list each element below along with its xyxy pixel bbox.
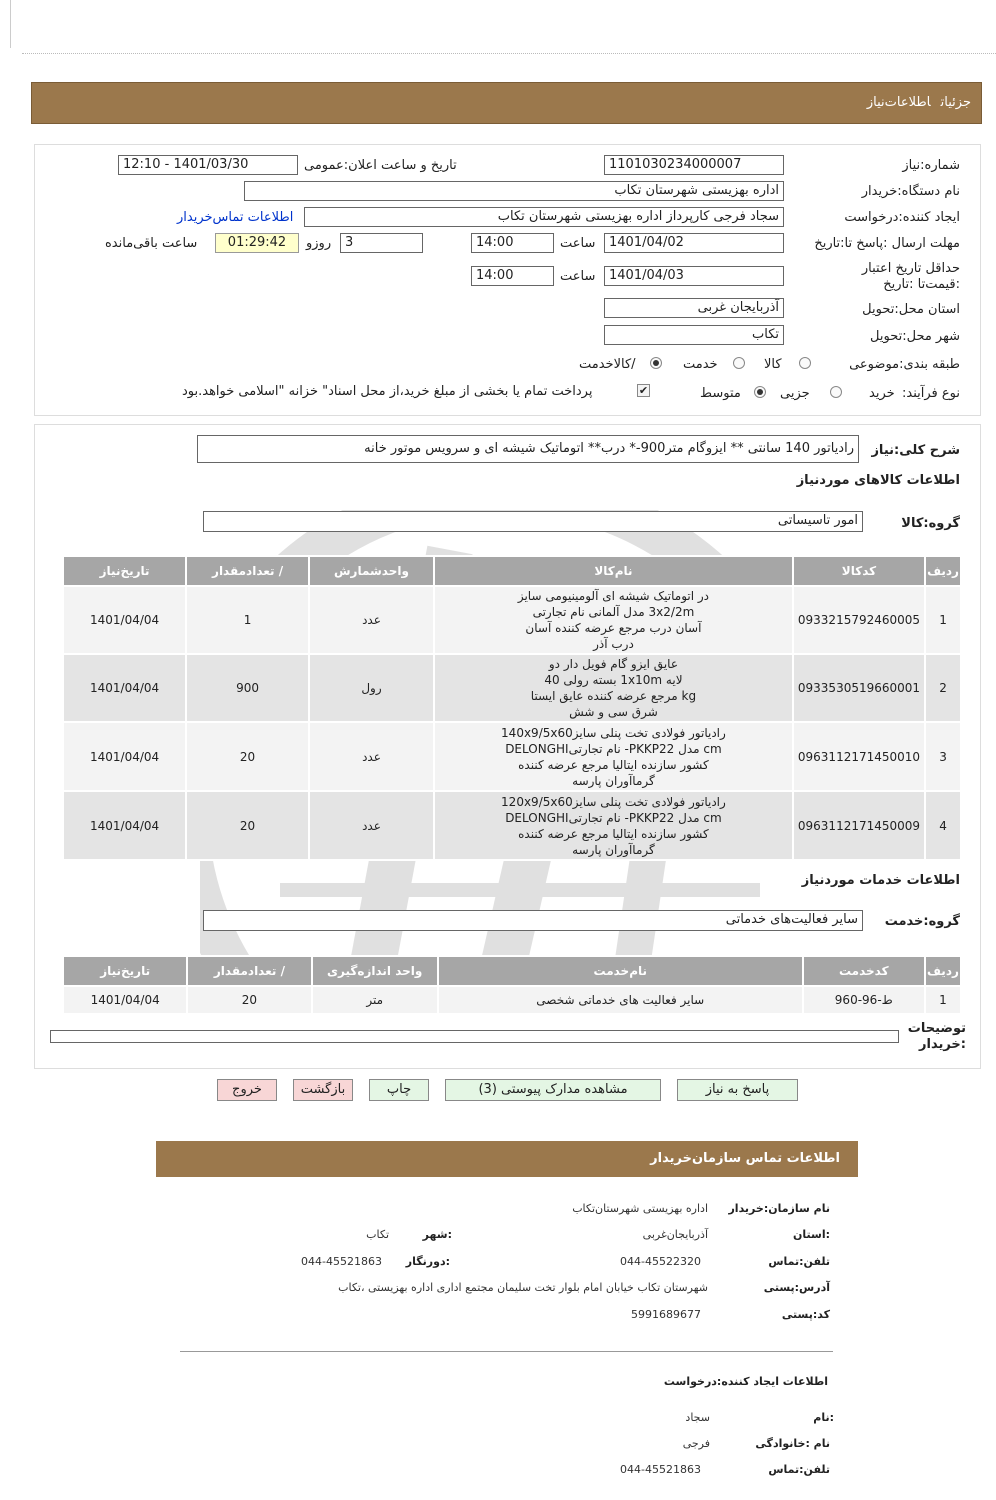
col-qty: / تعدادمقدار <box>186 556 309 586</box>
announce-label: تاریخ و ساعت اعلان:عمومی <box>304 158 457 173</box>
service-group-field: سایر فعالیت‌های خدماتی <box>203 910 863 931</box>
name-line: شرق سی و شش <box>569 705 658 719</box>
col-code: کدخدمت <box>803 956 925 986</box>
fax-label: :دورنگار <box>405 1255 450 1268</box>
announce-field: 1401/03/30 - 12:10 <box>118 155 298 175</box>
deadline-time-field: 14:00 <box>471 233 554 253</box>
radio-medium-label: متوسط <box>700 386 741 401</box>
payment-note: پرداخت تمام یا بخشی از مبلغ خرید،از محل اسناد" خزانه "اسلامی خواهد.بود <box>182 384 593 399</box>
remaining-label: ساعت باقی‌مانده <box>105 236 198 251</box>
col-row: ردیف <box>925 956 961 986</box>
col-unit: واحدشمارش <box>309 556 434 586</box>
name-line: کشور سازنده ایتالیا مرجع عرضه کننده <box>518 757 709 772</box>
buyer-notes-label: توضیحات :خریدار <box>907 1021 966 1052</box>
col-date: تاریخ‌نیاز <box>63 956 187 986</box>
city-field: تکاب <box>604 325 784 345</box>
contact-city-label: :شهر <box>422 1228 452 1241</box>
table-row <box>63 722 961 791</box>
cell-row: 1 <box>925 586 961 654</box>
services-info-title: اطلاعات خدمات موردنیاز <box>801 873 960 888</box>
validity-time-label: ساعت <box>560 269 596 284</box>
col-row: ردیف <box>925 556 961 586</box>
radio-medium[interactable] <box>754 386 766 398</box>
buyer-org-field: اداره بهزیستی شهرستان تکاب <box>244 181 784 201</box>
exit-button[interactable]: خروج <box>217 1079 277 1101</box>
contact-province-value: آذربایجان‌غربی <box>642 1228 708 1241</box>
name-line: عایق ایزو گام فویل دار دو <box>548 657 678 671</box>
radio-service[interactable] <box>733 357 745 369</box>
creator-phone-value: 044-45521863 <box>620 1463 701 1476</box>
cell-name <box>434 586 793 654</box>
tab-details[interactable]: جزئیات <box>940 95 971 110</box>
process-label: نوع فرآیند: <box>902 386 960 401</box>
process-buy: خرید <box>869 386 895 401</box>
cell-row: 2 <box>925 654 961 722</box>
contact-city-value: تکاب <box>366 1228 389 1241</box>
cell-date: 1401/04/04 <box>63 654 186 722</box>
address-value: شهرستان تکاب خیابان امام بلوار تخت سلیمان مجتمع اداری اداره بهزیستی ،تکاب <box>338 1281 708 1294</box>
services-table <box>62 955 962 1015</box>
check-mark-icon: ✔ <box>638 384 649 397</box>
buyer-notes-field <box>50 1030 899 1043</box>
radio-goods[interactable] <box>799 357 811 369</box>
cell-code: 0963112171450009 <box>793 791 925 860</box>
cell-qty: 20 <box>186 722 309 791</box>
name-line: درب آذر <box>593 637 634 651</box>
cell-code: 0933215792460005 <box>793 586 925 654</box>
need-no-field: 1101030234000007 <box>604 155 784 175</box>
family-value: فرجی <box>682 1437 710 1450</box>
page-header <box>31 82 982 124</box>
treasury-checkbox[interactable] <box>637 384 650 397</box>
name-line: در اتوماتیک شیشه ای آلومینیومی سایز <box>517 589 710 603</box>
cell-name <box>434 791 793 860</box>
name-line: رادیاتور فولادی تخت پنلی سایز120x9/5x60 <box>501 794 726 809</box>
table-row <box>63 586 961 654</box>
city-label: شهر محل:تحویل <box>870 329 960 344</box>
col-name: نام‌کالا <box>434 556 793 586</box>
goods-info-title: اطلاعات کالاهای موردنیاز <box>796 473 960 488</box>
remaining-timer: 01:29:42 <box>215 233 299 253</box>
deadline-label: مهلت ارسال :پاسخ تا:تاریخ <box>814 236 960 251</box>
org-value: اداره بهزیستی شهرستان‌تکاب <box>572 1202 708 1215</box>
fax-value: 044-45521863 <box>301 1255 382 1268</box>
contact-province-label: :استان <box>793 1228 830 1241</box>
cell-unit: عدد <box>309 791 434 860</box>
cell-row: 3 <box>925 722 961 791</box>
deadline-time-label: ساعت <box>560 236 596 251</box>
col-code: کدکالا <box>793 556 925 586</box>
name-line: آسان درب مرجع عرضه کننده آسان <box>525 621 702 635</box>
goods-table-header <box>63 556 961 586</box>
col-qty: / تعدادمقدار <box>187 956 311 986</box>
radio-service-label: خدمت <box>683 357 718 372</box>
province-label: استان محل:تحویل <box>862 302 960 317</box>
radio-goods-label: کالا <box>764 357 782 372</box>
deadline-date-field: 1401/04/02 <box>604 233 784 253</box>
radio-partial-label: جزیی <box>780 386 810 401</box>
services-table-header <box>63 956 961 986</box>
cell-date: 1401/04/04 <box>63 722 186 791</box>
name-line: رادیاتور فولادی تخت پنلی سایز140x9/5x60 <box>501 725 726 740</box>
col-unit: واحد اندازه‌گیری <box>312 956 438 986</box>
org-label: نام سازمان:خریدار <box>728 1202 830 1215</box>
cell-qty: 900 <box>186 654 309 722</box>
validity-time-field: 14:00 <box>471 266 554 286</box>
radio-partial[interactable] <box>830 386 842 398</box>
attachments-button[interactable]: مشاهده مدارک پیوستی (3) <box>445 1079 661 1101</box>
postal-label: کد:پستی <box>781 1308 830 1321</box>
cell-code: 0963112171450010 <box>793 722 925 791</box>
cell-code: 0933530519660001 <box>793 654 925 722</box>
phone-label: تلفن:تماس <box>768 1255 830 1268</box>
table-row <box>63 791 961 860</box>
cell-code: ط-96-960 <box>803 986 925 1014</box>
goods-table <box>62 555 962 861</box>
name-line: گرماآوران پارسه <box>572 842 655 857</box>
cell-date: 1401/04/04 <box>63 791 186 860</box>
name-line: گرماآوران پارسه <box>572 773 655 788</box>
validity-label: حداقل تاریخ اعتبار :قیمت‌تا :تاریخ <box>861 261 960 292</box>
contact-title: اطلاعات تماس سازمان‌خریدار <box>650 1151 840 1166</box>
postal-value: 5991689677 <box>631 1308 701 1321</box>
name-line: cm مدل PKKP22- نام تجارتیDELONGHI <box>505 810 722 825</box>
buyer-org-label: نام دستگاه:خریدار <box>861 184 960 199</box>
name-value: سجاد <box>685 1411 710 1424</box>
col-date: تاریخ‌نیاز <box>63 556 186 586</box>
validity-date-field: 1401/04/03 <box>604 266 784 286</box>
province-field: آذربایجان غربی <box>604 298 784 318</box>
category-label: طبقه بندی:موضوعی <box>849 357 960 372</box>
dotted-separator <box>22 53 996 54</box>
creator-info-title: اطلاعات ایجاد کننده:درخواست <box>663 1375 828 1388</box>
name-line: کشور سازنده ایتالیا مرجع عرضه کننده <box>518 826 709 841</box>
cell-name <box>434 654 793 722</box>
name-line: 3x2/2m مدل آلمانی نام تجارتی <box>532 605 695 619</box>
name-line: لایه 1x10m بسته رولی 40 <box>544 673 683 687</box>
address-label: آدرس:پستی <box>763 1281 830 1294</box>
cell-row: 4 <box>925 791 961 860</box>
col-name: نام‌خدمت <box>438 956 803 986</box>
cell-row: 1 <box>925 986 961 1014</box>
summary-label: شرح کلی:نیاز <box>871 443 960 458</box>
phone-value: 044-45522320 <box>620 1255 701 1268</box>
print-button[interactable]: چاپ <box>369 1079 429 1101</box>
back-button[interactable]: بازگشت <box>293 1079 353 1101</box>
creator-phone-label: تلفن:تماس <box>768 1463 830 1476</box>
cell-unit: عدد <box>309 722 434 791</box>
name-label: :نام <box>813 1411 834 1424</box>
creator-label: ایجاد کننده:درخواست <box>844 210 960 225</box>
buyer-contact-link[interactable]: اطلاعات تماس‌خریدار <box>177 210 294 225</box>
cell-qty: 20 <box>187 986 311 1014</box>
left-border-line <box>10 0 11 48</box>
creator-field: سجاد فرجی کارپرداز اداره بهزیستی شهرستان تکاب <box>304 207 784 227</box>
table-row <box>63 654 961 722</box>
days-field: 3 <box>340 233 423 253</box>
radio-goods-service-label: /کالاخدمت <box>579 357 636 372</box>
cell-unit: رول <box>309 654 434 722</box>
cell-name <box>434 722 793 791</box>
cell-qty: 20 <box>186 791 309 860</box>
cell-unit: عدد <box>309 586 434 654</box>
name-line: cm مدل PKKP22- نام تجارتیDELONGHI <box>505 741 722 756</box>
cell-date: 1401/04/04 <box>63 586 186 654</box>
goods-group-label: گروه:کالا <box>901 516 960 531</box>
cell-date: 1401/04/04 <box>63 986 187 1014</box>
service-group-label: گروه:خدمت <box>884 914 960 929</box>
contact-header <box>156 1141 858 1177</box>
table-row <box>63 986 961 1014</box>
goods-group-field: امور تاسیساتی <box>203 511 863 532</box>
radio-goods-service[interactable] <box>650 357 662 369</box>
cell-unit: متر <box>312 986 438 1014</box>
family-label: نام :خانوادگی <box>755 1437 830 1450</box>
summary-field: رادیاتور 140 سانتی ** ایزوگام متر900-* درب** اتوماتیک شیشه ای و سرویس موتور خانه <box>197 435 859 463</box>
contact-divider <box>180 1351 833 1352</box>
cell-qty: 1 <box>186 586 309 654</box>
cell-name: سایر فعالیت های خدماتی شخصی <box>438 986 803 1014</box>
days-label: روزو <box>306 236 332 251</box>
need-no-label: شماره:نیاز <box>902 158 960 173</box>
reply-button[interactable]: پاسخ به نیاز <box>677 1079 798 1101</box>
name-line: kg مرجع عرضه کننده عایق ایستا <box>530 689 697 703</box>
tab-need-info[interactable]: اطلاعات‌نیاز <box>866 95 931 110</box>
